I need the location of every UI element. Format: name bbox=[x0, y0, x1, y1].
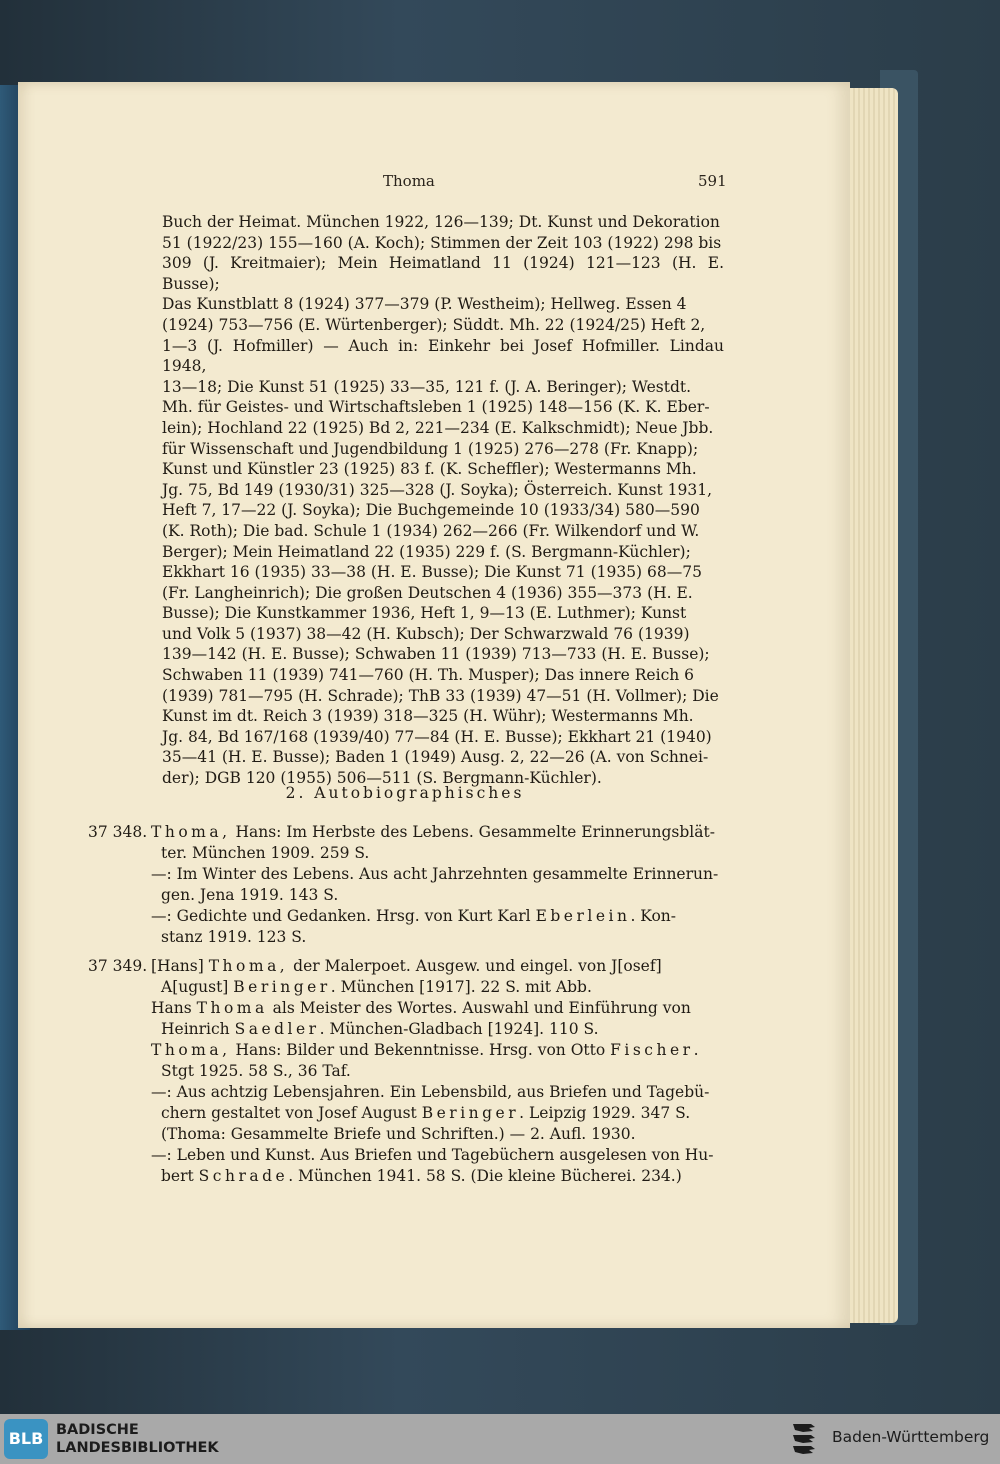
text-line: Heft 7, 17—22 (J. Soyka); Die Buchgemeinde 10 (1933/34) 580—590 bbox=[162, 501, 700, 520]
entry-text: chern gestaltet von Josef August bbox=[161, 1104, 422, 1122]
entry-text: der Malerpoet. Ausgew. und eingel. von J[osef] bbox=[288, 957, 662, 975]
entry-line bbox=[88, 998, 724, 1019]
editor-name: Beringer bbox=[421, 1104, 520, 1122]
entry-text: Hans bbox=[151, 999, 197, 1017]
entry-line bbox=[88, 1040, 724, 1061]
text-line: Jg. 75, Bd 149 (1930/31) 325—328 (J. Soyka); Österreich. Kunst 1931, bbox=[162, 480, 712, 499]
text-line: für Wissenschaft und Jugendbildung 1 (1925) 276—278 (Fr. Knapp); bbox=[162, 439, 699, 458]
text-line: Jg. 84, Bd 167/168 (1939/40) 77—84 (H. E. Busse); Ekkhart 21 (1940) bbox=[162, 727, 712, 746]
entry-text: Heinrich bbox=[161, 1020, 235, 1038]
continued-bibliography bbox=[162, 212, 724, 789]
entry-line bbox=[88, 977, 724, 998]
entry-line: —: Aus achtzig Lebensjahren. Ein Lebensbild, aus Briefen und Tagebü- bbox=[151, 1083, 710, 1101]
entry-line bbox=[88, 1166, 724, 1187]
page-number: 591 bbox=[698, 172, 727, 190]
text-line: Mh. für Geistes- und Wirtschaftsleben 1 (1925) 148—156 (K. K. Eber- bbox=[162, 398, 710, 417]
entry-text: . München [1917]. 22 S. mit Abb. bbox=[330, 978, 592, 996]
text-line: der); DGB 120 (1955) 506—511 (S. Bergmann-Küchler). bbox=[162, 769, 602, 788]
text-line: Buch der Heimat. München 1922, 126—139; Dt. Kunst und Dekoration bbox=[162, 213, 720, 231]
entry-text: . Leipzig 1929. 347 S. bbox=[519, 1104, 691, 1122]
text-line: Busse); Die Kunstkammer 1936, Heft 1, 9—13 (E. Luthmer); Kunst bbox=[162, 604, 687, 623]
text-line: Das Kunstblatt 8 (1924) 377—379 (P. Westheim); Hellweg. Essen 4 bbox=[162, 295, 687, 314]
editor-name: Schrade bbox=[198, 1167, 289, 1185]
text-line: (Fr. Langheinrich); Die großen Deutschen 4 (1936) 355—373 (H. E. bbox=[162, 583, 693, 602]
running-head bbox=[0, 170, 1000, 194]
entry-line: —: Im Winter des Lebens. Aus acht Jahrzehnten gesammelte Erinnerun- bbox=[151, 865, 719, 883]
library-name-line: BADISCHE bbox=[56, 1422, 139, 1438]
author-name: Thoma bbox=[196, 999, 268, 1017]
editor-name: Beringer bbox=[233, 978, 331, 996]
state-name[interactable]: Baden-Württemberg bbox=[832, 1428, 990, 1446]
text-line: 13—18; Die Kunst 51 (1925) 33—35, 121 f. (J. A. Beringer); Westdt. bbox=[162, 377, 692, 396]
entry-text: —: Gedichte und Gedanken. Hrsg. von Kurt Karl bbox=[151, 907, 536, 925]
editor-name: Saedler bbox=[234, 1020, 320, 1038]
entry-text: [Hans] bbox=[151, 957, 209, 975]
entry-line bbox=[88, 906, 724, 927]
text-line: Ekkhart 16 (1935) 33—38 (H. E. Busse); Die Kunst 71 (1935) 68—75 bbox=[162, 563, 702, 582]
blb-logo[interactable]: BLB bbox=[4, 1419, 48, 1459]
author-name: Thoma, bbox=[151, 823, 231, 841]
text-line: 1—3 (J. Hofmiller) — Auch in: Einkehr bei Josef Hofmiller. Lindau 1948, bbox=[162, 336, 724, 376]
section-heading: 2. Autobiographisches bbox=[285, 784, 525, 802]
entry-number: 37 348. bbox=[88, 823, 148, 841]
entry-line bbox=[88, 1019, 724, 1040]
entry-text: Hans: Im Herbste des Lebens. Gesammelte Erinnerungsblät- bbox=[230, 823, 715, 841]
entry-text: als Meister des Wortes. Auswahl und Einführung von bbox=[267, 999, 691, 1017]
author-name: Thoma, bbox=[208, 957, 289, 975]
entry-text: . München-Gladbach [1924]. 110 S. bbox=[319, 1020, 599, 1038]
entry-text: . bbox=[693, 1041, 699, 1059]
text-line: (1939) 781—795 (H. Schrade); ThB 33 (1939) 47—51 (H. Vollmer); Die bbox=[162, 686, 719, 705]
entry-number: 37 349. bbox=[88, 957, 148, 975]
entry-line: ter. München 1909. 259 S. bbox=[161, 844, 370, 862]
entry-line: (Thoma: Gesammelte Briefe und Schriften.) — 2. Aufl. 1930. bbox=[161, 1125, 636, 1143]
entry-line: gen. Jena 1919. 143 S. bbox=[161, 886, 339, 904]
entry-37349 bbox=[88, 956, 724, 1187]
text-line: und Volk 5 (1937) 38—42 (H. Kubsch); Der Schwarzwald 76 (1939) bbox=[162, 624, 690, 643]
text-line: 309 (J. Kreitmaier); Mein Heimatland 11 (1924) 121—123 (H. E. Busse); bbox=[162, 254, 724, 293]
editor-name: Fischer bbox=[610, 1041, 694, 1059]
entry-line: stanz 1919. 123 S. bbox=[161, 928, 307, 946]
running-head-title: Thoma bbox=[383, 172, 435, 190]
text-line: 35—41 (H. E. Busse); Baden 1 (1949) Ausg. 2, 22—26 (A. von Schnei- bbox=[162, 748, 709, 767]
entry-line: Stgt 1925. 58 S., 36 Taf. bbox=[161, 1062, 351, 1080]
entry-text: . München 1941. 58 S. (Die kleine Bücherei. 234.) bbox=[288, 1167, 682, 1185]
entry-text: Hans: Bilder und Bekenntnisse. Hrsg. von Otto bbox=[230, 1041, 611, 1059]
baden-wuerttemberg-lions-icon bbox=[789, 1421, 821, 1457]
library-name-line: LANDESBIBLIOTHEK bbox=[56, 1440, 219, 1456]
entry-line bbox=[88, 1103, 724, 1124]
library-name[interactable] bbox=[56, 1421, 219, 1457]
entry-text: . Kon- bbox=[630, 907, 677, 925]
text-line: Schwaben 11 (1939) 741—760 (H. Th. Musper); Das innere Reich 6 bbox=[162, 666, 695, 685]
text-line: Berger); Mein Heimatland 22 (1935) 229 f. (S. Bergmann-Küchler); bbox=[162, 542, 691, 561]
entry-line bbox=[88, 822, 724, 843]
entry-line: —: Leben und Kunst. Aus Briefen und Tagebüchern ausgelesen von Hu- bbox=[151, 1146, 714, 1164]
text-line: Kunst im dt. Reich 3 (1939) 318—325 (H. Wühr); Westermanns Mh. bbox=[162, 707, 694, 726]
entry-37348 bbox=[88, 822, 724, 948]
entry-text: A[ugust] bbox=[161, 978, 234, 996]
text-line: 139—142 (H. E. Busse); Schwaben 11 (1939) 713—733 (H. E. Busse); bbox=[162, 645, 710, 664]
entry-line bbox=[88, 956, 724, 977]
text-line: Kunst und Künstler 23 (1925) 83 f. (K. Scheffler); Westermanns Mh. bbox=[162, 460, 697, 479]
text-line: (K. Roth); Die bad. Schule 1 (1934) 262—266 (Fr. Wilkendorf und W. bbox=[162, 521, 700, 540]
footer-bar bbox=[0, 1414, 1000, 1464]
text-line: lein); Hochland 22 (1925) Bd 2, 221—234 (E. Kalkschmidt); Neue Jbb. bbox=[162, 418, 714, 437]
entry-text: bert bbox=[161, 1167, 199, 1185]
editor-name: Eberlein bbox=[535, 907, 631, 925]
author-name: Thoma, bbox=[151, 1041, 231, 1059]
text-line: (1924) 753—756 (E. Würtenberger); Süddt. Mh. 22 (1924/25) Heft 2, bbox=[162, 315, 706, 334]
text-line: 51 (1922/23) 155—160 (A. Koch); Stimmen der Zeit 103 (1922) 298 bis bbox=[162, 233, 722, 252]
